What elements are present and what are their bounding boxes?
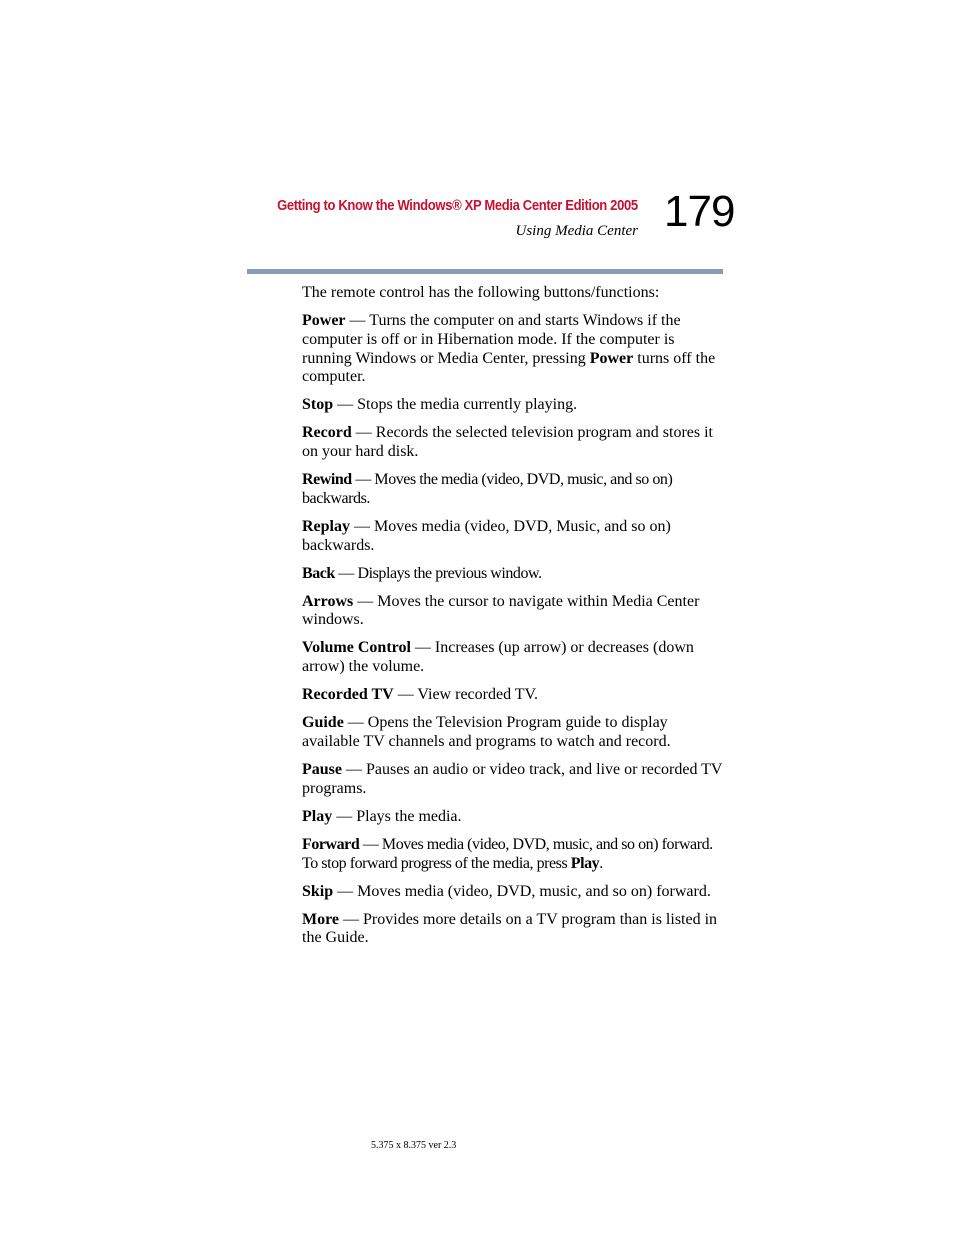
item-record: Record — Records the selected television program and stores it on your hard disk. [302, 424, 713, 461]
item-power: Power — Turns the computer on and starts Windows if the computer is off or in Hibernation mode. If the computer is running Windows or Media Center, pressing Power turns off the computer. [302, 311, 716, 386]
intro-paragraph: The remote control has the following buttons/functions: [302, 284, 660, 301]
header-rule [247, 269, 723, 274]
item-rewind: Rewind — Moves the media (video, DVD, music, and so on) backwards. [302, 471, 673, 507]
section-title: Using Media Center [515, 223, 638, 239]
item-replay: Replay — Moves media (video, DVD, Music, and so on) backwards. [302, 517, 671, 554]
item-stop: Stop — Stops the media currently playing. [302, 396, 578, 414]
item-volume-control: Volume Control — Increases (up arrow) or decreases (down arrow) the volume. [302, 639, 694, 676]
item-forward: Forward — Moves media (video, DVD, music, and so on) forward. To stop forward progress of the media, press Play. [302, 835, 713, 872]
item-play: Play — Plays the media. [302, 807, 462, 825]
item-skip: Skip — Moves media (video, DVD, music, and so on) forward. [302, 882, 711, 900]
chapter-title: Getting to Know the Windows® XP Media Center Edition 2005 [277, 198, 638, 214]
item-recorded-tv: Recorded TV — View recorded TV. [302, 686, 539, 704]
page-number: 179 [664, 187, 735, 236]
item-arrows: Arrows — Moves the cursor to navigate within Media Center windows. [302, 592, 700, 629]
footer-version: 5.375 x 8.375 ver 2.3 [371, 1140, 457, 1151]
item-pause: Pause — Pauses an audio or video track, and live or recorded TV programs. [302, 761, 723, 797]
page-content [302, 284, 723, 957]
item-guide: Guide — Opens the Television Program guide to display available TV channels and programs to watch and record. [302, 714, 671, 751]
item-more: More — Provides more details on a TV program than is listed in the Guide. [302, 910, 718, 947]
item-back: Back — Displays the previous window. [302, 564, 542, 582]
